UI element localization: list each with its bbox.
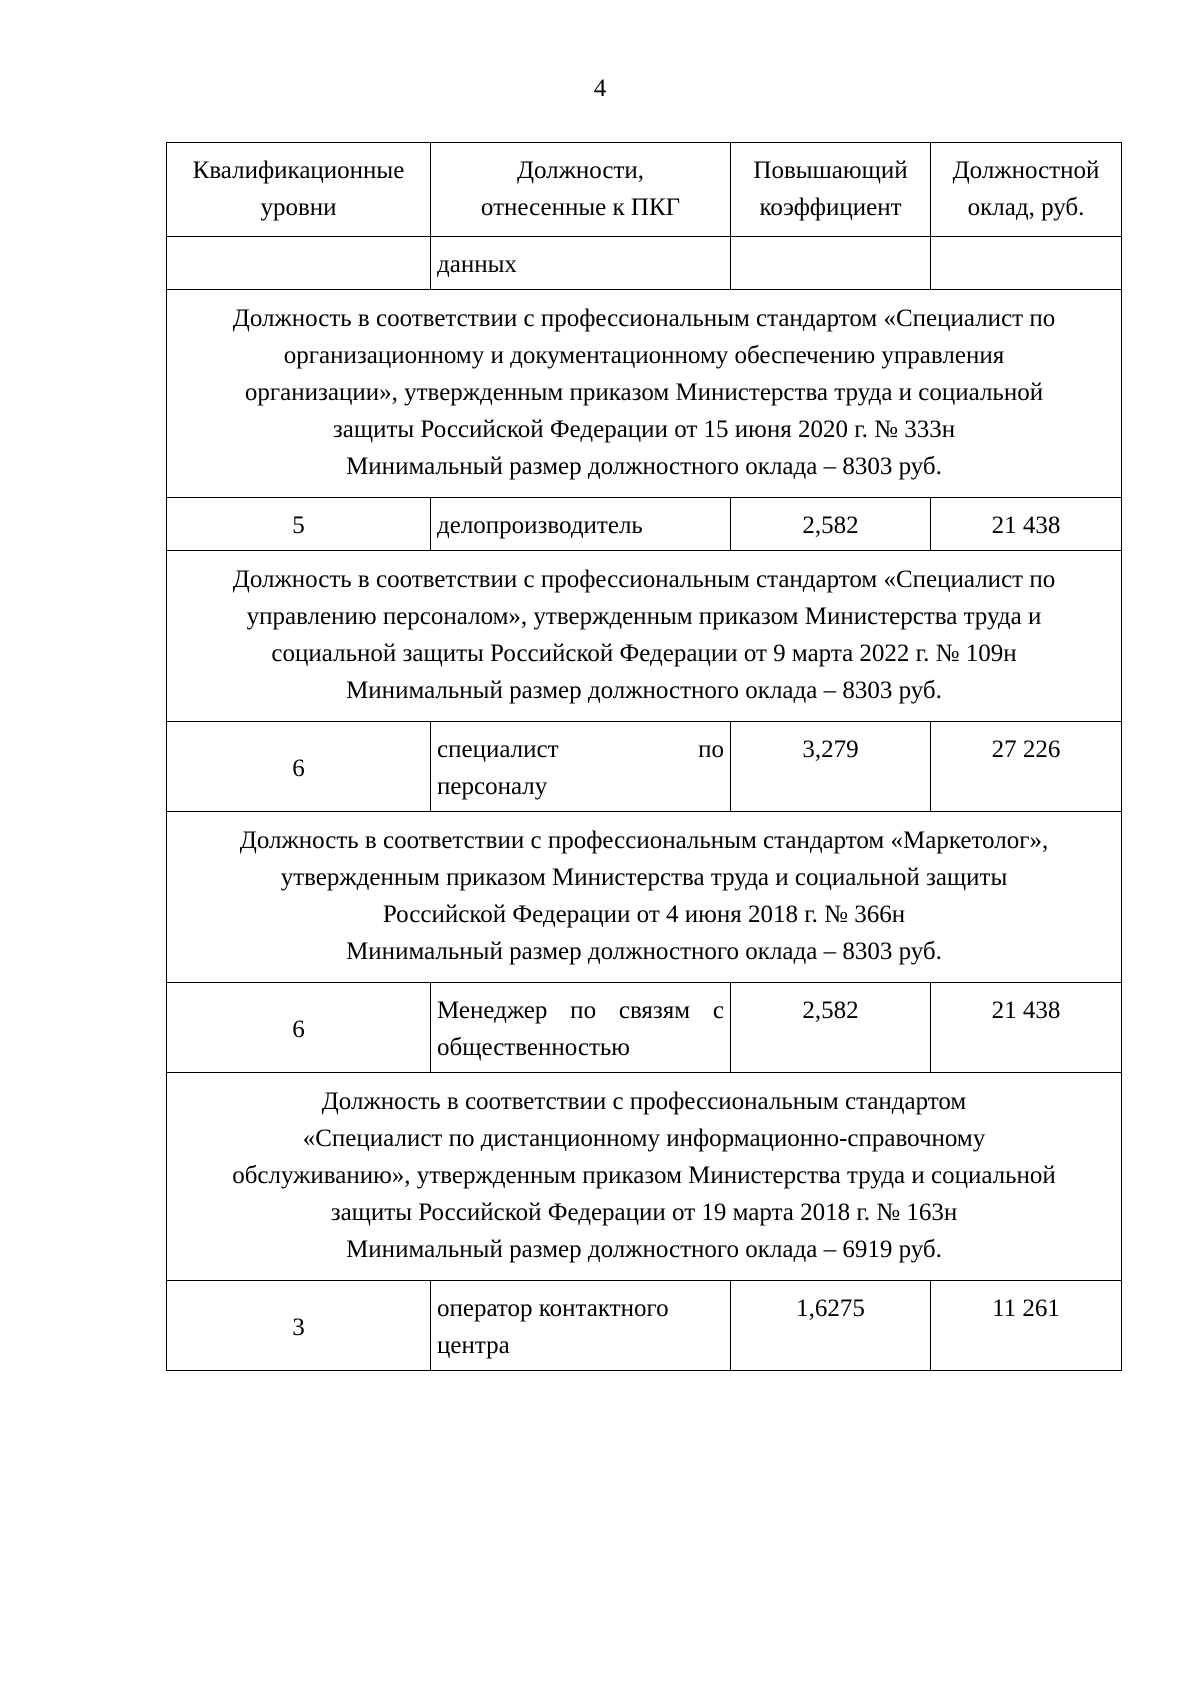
standard-description (167, 551, 1122, 722)
standard-text-line: Должность в соответствии с профессиональным стандартом (321, 1088, 967, 1115)
level-cell: 6 (167, 983, 431, 1073)
standard-text-line: социальной защиты Российской Федерации от 9 марта 2022 г. № 109н (271, 640, 1017, 667)
table-row (167, 983, 1122, 1073)
header-text: Должностной (952, 157, 1100, 184)
section-header-row (167, 290, 1122, 498)
position-text: оператор контактного (437, 1295, 669, 1322)
minimum-salary-line: Минимальный размер должностного оклада – 8303 руб. (346, 677, 942, 704)
minimum-salary-line: Минимальный размер должностного оклада – 6919 руб. (346, 1236, 942, 1263)
header-text: уровни (260, 194, 337, 221)
position-text: специалист по (437, 736, 724, 763)
header-coefficient (731, 143, 931, 237)
header-qualification-levels (167, 143, 431, 237)
level-cell: 5 (167, 498, 431, 551)
position-cell (431, 498, 731, 551)
minimum-salary-line: Минимальный размер должностного оклада – 8303 руб. (346, 453, 942, 480)
salary-cell: 27 226 (931, 722, 1122, 812)
standard-text-line: Должность в соответствии с профессиональным стандартом «Специалист по (232, 566, 1056, 593)
salary-table (166, 142, 1122, 1371)
position-cell (431, 1281, 731, 1371)
standard-text-line: защиты Российской Федерации от 19 марта 2018 г. № 163н (330, 1199, 958, 1226)
coefficient-cell: 2,582 (731, 498, 931, 551)
position-text: общественностью (437, 1034, 630, 1061)
level-cell: 6 (167, 722, 431, 812)
standard-description (167, 1073, 1122, 1281)
header-text: коэффициент (759, 194, 902, 221)
standard-text-line: утвержденным приказом Министерства труда и социальной защиты (280, 864, 1008, 891)
standard-text-line: обслуживанию», утвержденным приказом Министерства труда и социальной (232, 1162, 1056, 1189)
standard-description (167, 812, 1122, 983)
position-cell: данных (431, 237, 731, 290)
coefficient-cell: 1,6275 (731, 1281, 931, 1371)
table-row (167, 1281, 1122, 1371)
position-text: делопроизводитель (437, 512, 643, 539)
standard-description (167, 290, 1122, 498)
standard-text-line: защиты Российской Федерации от 15 июня 2020 г. № 333н (332, 416, 956, 443)
standard-text-line: «Специалист по дистанционному информационно-справочному (302, 1125, 986, 1152)
header-text: Квалификационные (192, 157, 405, 184)
standard-text-line: организационному и документационному обеспечению управления (283, 342, 1005, 369)
header-text: Повышающий (753, 157, 908, 184)
header-salary (931, 143, 1122, 237)
table-row-continuation (167, 237, 1122, 290)
salary-cell: 21 438 (931, 498, 1122, 551)
level-cell: 3 (167, 1281, 431, 1371)
position-cell (431, 722, 731, 812)
table-row (167, 498, 1122, 551)
coefficient-cell: 3,279 (731, 722, 931, 812)
header-positions (431, 143, 731, 237)
section-header-row (167, 812, 1122, 983)
table-row (167, 722, 1122, 812)
section-header-row (167, 1073, 1122, 1281)
coefficient-cell: 2,582 (731, 983, 931, 1073)
standard-text-line: Российской Федерации от 4 июня 2018 г. № 366н (382, 901, 906, 928)
standard-text-line: управлению персоналом», утвержденным приказом Министерства труда и (246, 603, 1042, 630)
header-text: отнесенные к ПКГ (480, 194, 681, 221)
section-header-row (167, 551, 1122, 722)
table-header-row (167, 143, 1122, 237)
salary-cell: 11 261 (931, 1281, 1122, 1371)
coefficient-cell (731, 237, 931, 290)
position-text: Менеджер по связям с (437, 997, 724, 1024)
header-text: Должности, (516, 157, 645, 184)
minimum-salary-line: Минимальный размер должностного оклада – 8303 руб. (346, 938, 942, 965)
page-number: 4 (593, 75, 607, 102)
position-text: центра (437, 1332, 510, 1359)
standard-text-line: Должность в соответствии с профессиональным стандартом «Специалист по (232, 305, 1056, 332)
standard-text-line: Должность в соответствии с профессиональным стандартом «Маркетолог», (239, 827, 1049, 854)
position-cell (431, 983, 731, 1073)
position-text: персоналу (437, 773, 548, 800)
salary-cell (931, 237, 1122, 290)
standard-text-line: организации», утвержденным приказом Министерства труда и социальной (244, 379, 1044, 406)
header-text: оклад, руб. (967, 194, 1085, 221)
level-cell (167, 237, 431, 290)
salary-cell: 21 438 (931, 983, 1122, 1073)
